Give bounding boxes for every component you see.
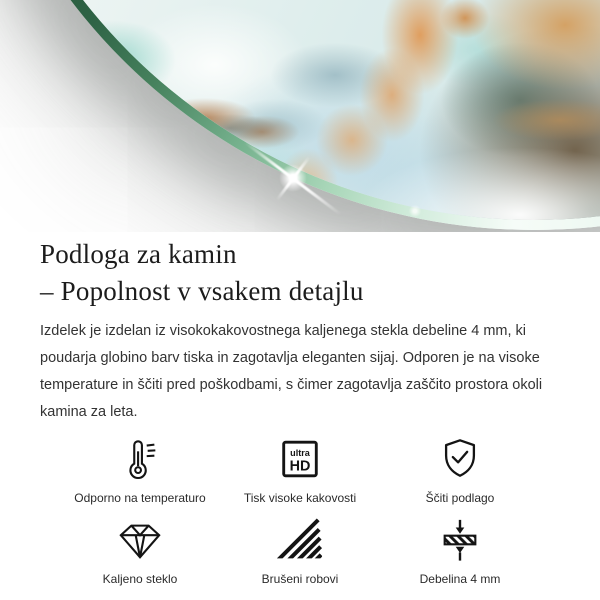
thermometer-icon	[117, 436, 163, 482]
diamond-icon	[116, 517, 164, 563]
product-description: Izdelek je izdelan iz visokokakovostnega kaljenega stekla debeline 4 mm, ki poudarja globino barv tiska in zagotavlja eleganten sijaj. Odporen je na visoke temperature in ščiti pred poškodbami, s čimer zagotavlja zaščito prostora okoli kamina za leta.	[40, 323, 543, 420]
feature-label: Brušeni robovi	[261, 572, 339, 586]
feature-label: Debelina 4 mm	[419, 572, 501, 586]
ultra-hd-icon-text-top: ultra	[290, 448, 310, 459]
feature-print-quality	[220, 436, 380, 505]
feature-tempered-glass	[60, 517, 220, 586]
product-image	[0, 0, 600, 232]
page-title-line2: – Popolnost v vsakem detajlu	[40, 276, 364, 306]
feature-thickness	[380, 517, 540, 586]
product-description-section	[0, 236, 600, 586]
feature-label: Tisk visoke kakovosti	[243, 491, 357, 505]
feature-label: Kaljeno steklo	[102, 572, 178, 586]
feature-label: Odporno na temperaturo	[74, 491, 206, 505]
feature-polished-edges	[220, 517, 380, 586]
ultra-hd-icon-text-bottom: HD	[289, 458, 311, 475]
feature-protects-surface	[380, 436, 540, 505]
thickness-icon	[437, 517, 483, 563]
page-title	[40, 236, 560, 310]
ultra-hd-icon	[277, 436, 323, 482]
feature-label: Ščiti podlago	[425, 491, 495, 505]
feature-heat-resistant	[60, 436, 220, 505]
page-title-line1: Podloga za kamin	[40, 239, 237, 269]
beveled-edges-icon	[276, 517, 324, 563]
shield-check-icon	[437, 436, 483, 482]
feature-grid	[60, 436, 540, 586]
